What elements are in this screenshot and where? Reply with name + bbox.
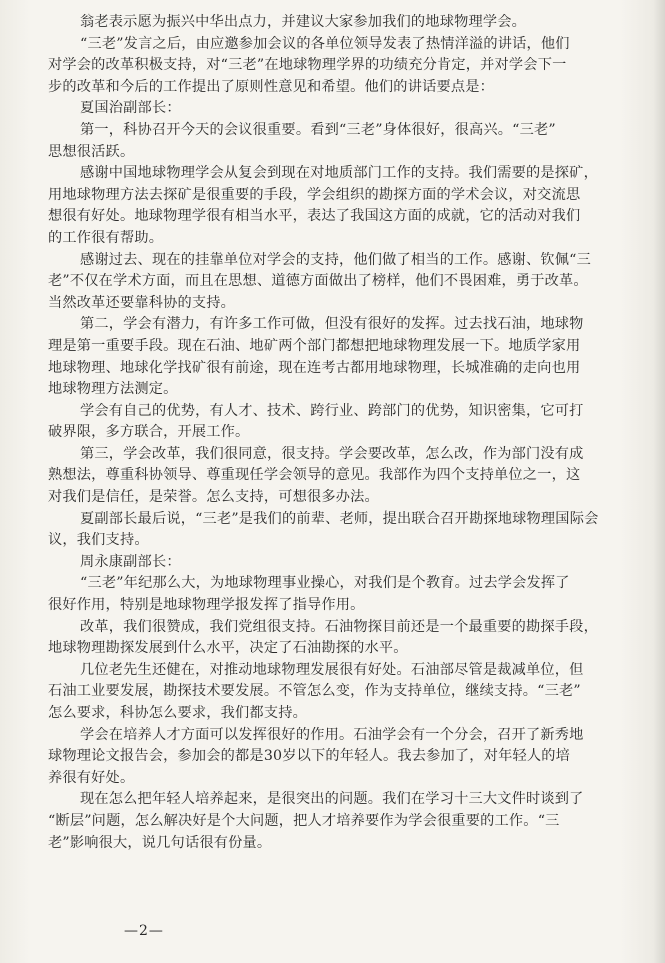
text-line: 当然改革还要靠科协的支持。	[48, 294, 236, 311]
text-line: “断层”问题，怎么解决好是个大问题，把人才培养要作为学会很重要的工作。“三	[48, 812, 560, 829]
text-line: 改革，我们很赞成，我们党组很支持。石油物探目前还是一个最重要的勘探手段，	[80, 618, 598, 635]
page-edge-shadow	[653, 0, 665, 963]
text-line: 议，我们支持。	[48, 532, 149, 549]
text-line: 的工作很有帮助。	[48, 229, 164, 246]
text-line: 学会有自己的优势，有人才、技术、跨行业、跨部门的优势，知识密集，它可打	[80, 402, 584, 419]
text-line: 怎么要求，科协怎么要求，我们都支持。	[48, 705, 307, 721]
text-line: 地球物理、地球化学找矿很有前途，现在连考古都用地球物理，长城准确的走向也用	[48, 359, 581, 376]
text-line: 第三，学会改革，我们很同意，很支持。学会要改革，怎么改，作为部门没有成	[80, 445, 584, 462]
page-number: —2—	[124, 923, 164, 939]
text-line: 地球物理方法测定。	[48, 381, 178, 398]
text-line: 老”影响很大，说几句话很有份量。	[48, 834, 272, 851]
text-line: 对学会的改革积极支持，对“三老”在地球物理学界的功绩充分肯定，并对学会下一	[48, 57, 567, 74]
text-line: 想很有好处。地球物理学很有相当水平，表达了我国这方面的成就，它的活动对我们	[48, 208, 581, 225]
text-line: 理是第一重要手段。现在石油、地矿两个部门都想把地球物理发展一下。地质学家用	[48, 337, 581, 354]
text-line: 夏副部长最后说，“三老”是我们的前辈、老师，提出联合召开勘探地球物理国际会	[80, 510, 599, 527]
text-line: 周永康副部长：	[80, 553, 181, 570]
text-line: 思想很活跃。	[48, 143, 135, 160]
text-line: 石油工业要发展，勘探技术要发展。不管怎么变，作为支持单位，继续支持。“三老”	[48, 683, 581, 700]
text-line: 破界限，多方联合，开展工作。	[48, 424, 250, 441]
text-line: 熟想法，尊重科协领导、尊重现任学会领导的意见。我部作为四个支持单位之一，这	[48, 467, 581, 484]
text-line: “三老”年纪那么大，为地球物理事业操心，对我们是个教育。过去学会发挥了	[80, 575, 570, 592]
text-line: 现在怎么把年轻人培养起来，是很突出的问题。我们在学习十三大文件时谈到了	[80, 791, 584, 808]
text-line: 用地球物理方法去探矿是很重要的手段，学会组织的勘探方面的学术会议，对交流思	[48, 186, 581, 203]
text-line: 翁老表示愿为振兴中华出点力，并建议大家参加我们的地球物理学会。	[80, 14, 527, 30]
text-line: 地球物理勘探发展到什么水平，决定了石油勘探的水平。	[48, 640, 408, 657]
text-line: “三老”发言之后，由应邀参加会议的各单位领导发表了热情洋溢的讲话，他们	[80, 35, 570, 52]
text-line: 第二，学会有潜力，有许多工作可做，但没有很好的发挥。过去找石油，地球物	[80, 316, 584, 333]
text-line: 步的改革和今后的工作提出了原则性意见和希望。他们的讲话要点是：	[48, 78, 495, 95]
text-line: 第一，科协召开今天的会议很重要。看到“三老”身体很好，很高兴。“三老”	[80, 121, 556, 138]
text-line: 学会在培养人才方面可以发挥很好的作用。石油学会有一个分会，召开了新秀地	[80, 726, 584, 743]
body-text	[48, 12, 634, 854]
text-line: 感谢过去、现在的挂靠单位对学会的支持，他们做了相当的工作。感谢、钦佩“三	[80, 251, 592, 268]
text-line: 很好作用，特别是地球物理学报发挥了指导作用。	[48, 597, 365, 614]
text-line: 球物理论文报告会，参加会的都是30岁以下的年轻人。我去参加了，对年轻人的培	[48, 748, 571, 765]
text-line: 几位老先生还健在，对推动地球物理发展很有好处。石油部尽管是裁减单位，但	[80, 661, 584, 678]
text-line: 夏国治副部长：	[80, 100, 181, 117]
text-line: 感谢中国地球物理学会从复会到现在对地质部门工作的支持。我们需要的是探矿，	[80, 165, 598, 182]
text-line: 对我们是信任，是荣誉。怎么支持，可想很多办法。	[48, 489, 379, 506]
text-line: 老”不仅在学术方面，而且在思想、道德方面做出了榜样，他们不畏困难，勇于改革。	[48, 273, 588, 290]
text-line: 养很有好处。	[48, 769, 135, 786]
